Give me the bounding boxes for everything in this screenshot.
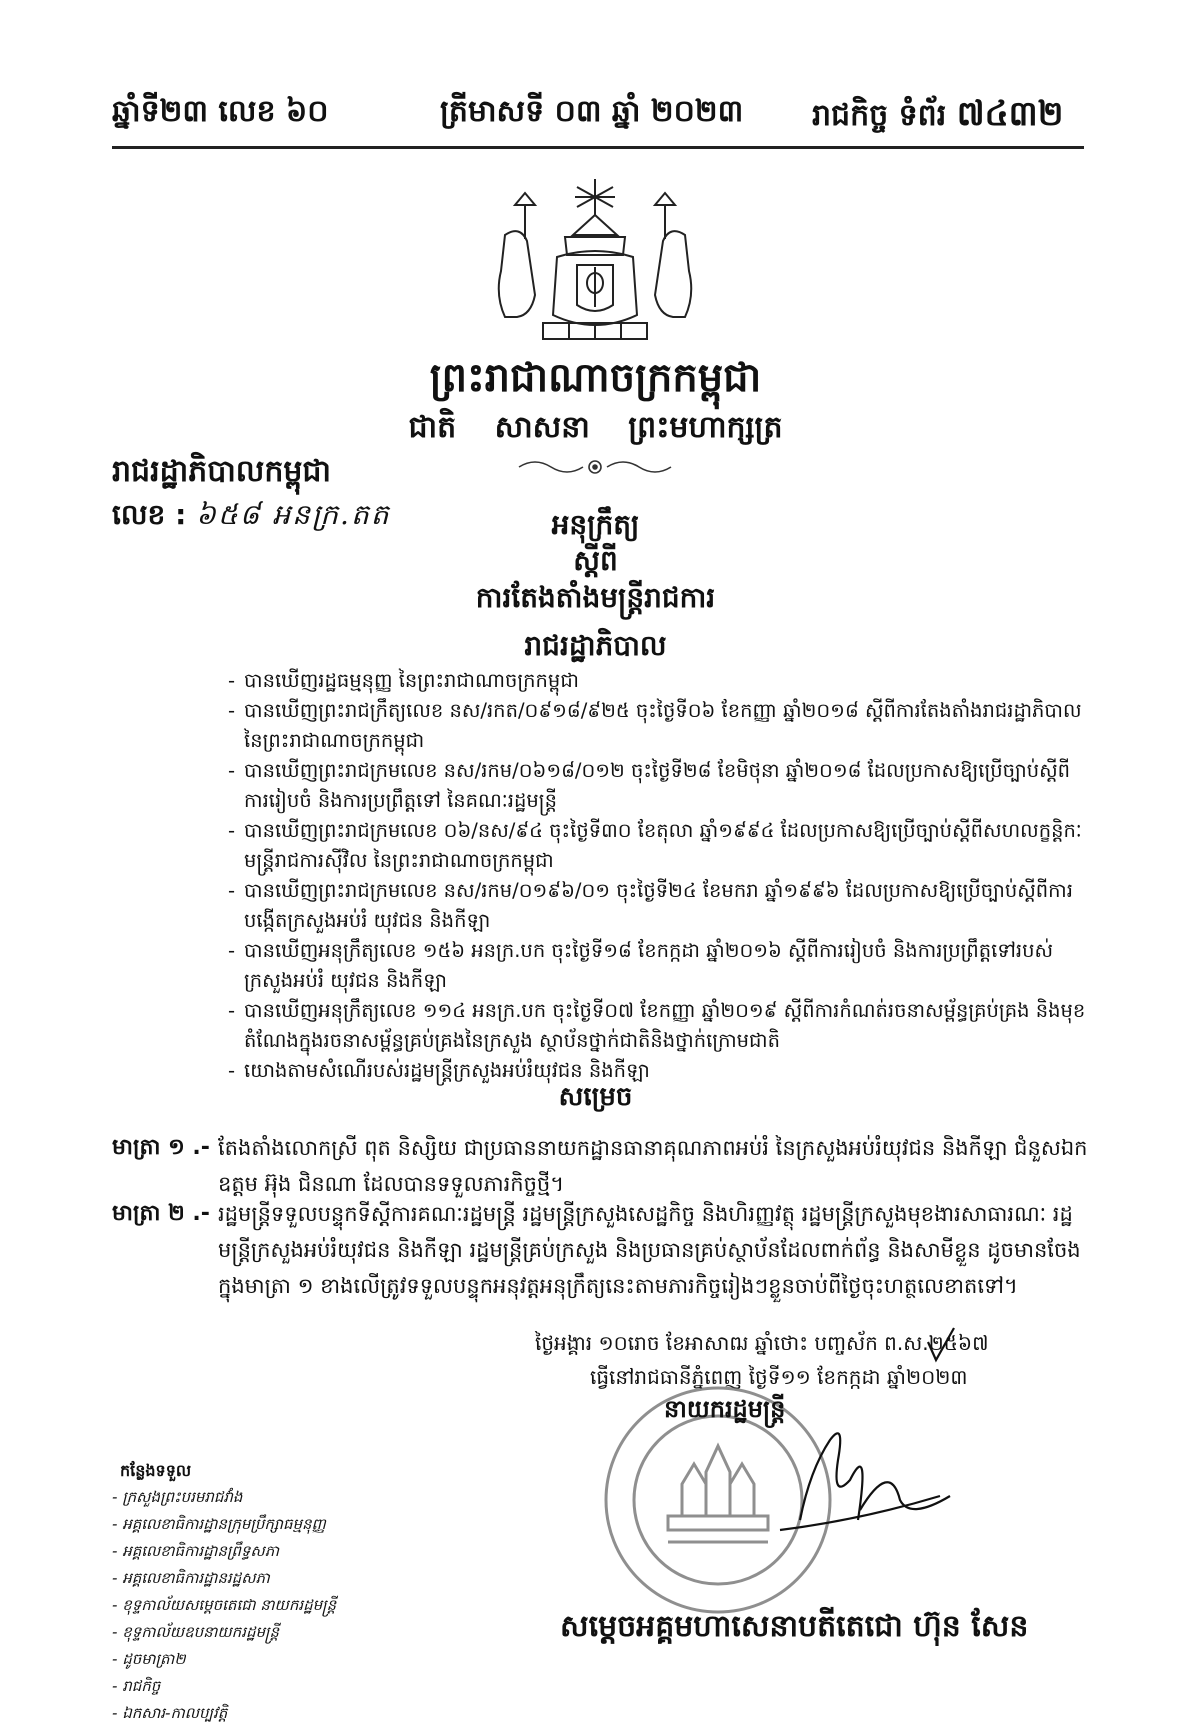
place-and-date: ធ្វើនៅរាជធានីភ្នំពេញ ថ្ងៃទី១១ ខែកក្កដា ឆ្នាំ២០២៣ [590,1365,968,1389]
recipient-item: - ឯកសារ-កាលប្បវត្តិ [112,1700,336,1727]
article-1 [112,1130,1088,1202]
recipients-list [112,1484,336,1727]
preamble-item: - បានឃើញព្រះរាជក្រឹត្យលេខ នស/រកត/០៩១៨/៩២៥ ចុះថ្ងៃទី០៦ ខែកញ្ញា ឆ្នាំ២០១៨ ស្តីពីការតែងតាំងរាជរដ្ឋាភិបាល នៃព្រះរាជាណាចក្រកម្ពុជា [228,696,1088,756]
recipient-item: - រាជកិច្ច [112,1673,336,1700]
national-motto [0,408,1191,452]
royal-coat-of-arms-icon [465,175,725,345]
article-2 [112,1196,1088,1304]
preamble-item: - យោងតាមសំណើរបស់រដ្ឋមន្ត្រីក្រសួងអប់រំយុវជន និងកីឡា [228,1056,1088,1086]
preamble-list [228,666,1088,1086]
document-subject: ការតែងតាំងមន្ត្រីរាជការ [475,581,716,614]
recipient-item: - ក្រសួងព្រះបរមរាជវាំង [112,1484,336,1511]
article-text: តែងតាំងលោកស្រី ពុត និស្សិយ ជាប្រធាននាយកដ្ឋានធានាគុណភាពអប់រំ នៃក្រសួងអប់រំយុវជន និងកីឡា ជំនួសឯកឧត្តម អ៊ុង ជិនណា ដែលបានទទួលភារកិច្ចថ្មី។ [218,1136,1088,1196]
kingdom-name: ព្រះរាជាណាចក្រកម្ពុជា [429,355,762,401]
article-label: មាត្រា ២ .- [112,1201,210,1226]
recipient-item: - អគ្គលេខាធិការដ្ឋានរដ្ឋសភា [112,1565,336,1592]
recipient-item: - ដូចមាត្រា២ [112,1646,336,1673]
issuer-name: រាជរដ្ឋាភិបាលកម្ពុជា [112,454,331,489]
article-text: រដ្ឋមន្ត្រីទទួលបន្ទុកទីស្តីការគណៈរដ្ឋមន្ត្រី រដ្ឋមន្ត្រីក្រសួងសេដ្ឋកិច្ច និងហិរញ្ញវត្ថុ រដ្ឋមន្ត្រីក្រសួងមុខងារសាធារណៈ រដ្ឋមន្ត្រីក្រសួងអប់រំយុវជន និងកីឡា រដ្ឋមន្ត្រីគ្រប់ក្រសួង និងប្រធានគ្រប់ស្ថាប័នដែលពាក់ព័ន្ធ និងសាមីខ្លួន ដូចមានចែងក្នុងមាត្រា ១ ខាងលើត្រូវទទួលបន្ទុកអនុវត្តអនុក្រឹត្យនេះតាមភារកិច្ចរៀងៗខ្លួនចាប់ពីថ្ងៃចុះហត្ថលេខាតទៅ។ [218,1202,1081,1298]
preamble-item: - បានឃើញរដ្ឋធម្មនុញ្ញ នៃព្រះរាជាណាចក្រកម្ពុជា [228,666,1088,696]
recipient-item: - អគ្គលេខាធិការដ្ឋានក្រុមប្រឹក្សាធម្មនុញ្ញ [112,1511,336,1538]
gazette-year-issue: ឆ្នាំទី២៣ លេខ ៦០ [112,94,329,129]
preamble-item: - បានឃើញអនុក្រឹត្យលេខ ១១៤ អនក្រ.បក ចុះថ្ងៃទី០៧ ខែកញ្ញា ឆ្នាំ២០១៩ ស្តីពីការកំណត់រចនាសម្ព័ន្ធគ្រប់គ្រង និងមុខតំណែងក្នុងរចនាសម្ព័ន្ធគ្រប់គ្រងនៃក្រសួង ស្ថាប័នថ្នាក់ជាតិនិងថ្នាក់ក្រោមជាតិ [228,996,1088,1056]
preamble-item: - បានឃើញព្រះរាជក្រមលេខ នស/រកម/០១៩៦/០១ ចុះថ្ងៃទី២៤ ខែមករា ឆ្នាំ១៩៩៦ ដែលប្រកាសឱ្យប្រើច្បាប់ស្តីពីការបង្កើតក្រសួងអប់រំ យុវជន និងកីឡា [228,876,1088,936]
motto-nation: ជាតិ [408,410,457,445]
document-authority: រាជរដ្ឋាភិបាល [524,629,667,662]
recipients-heading: កន្លែងទទួល [120,1461,192,1480]
signer-name: សម្តេចអគ្គមហាសេនាបតីតេជោ ហ៊ុន សែន [560,1609,1029,1644]
preamble-item: - បានឃើញអនុក្រឹត្យលេខ ១៥៦ អនក្រ.បក ចុះថ្ងៃទី១៨ ខែកក្កដា ឆ្នាំ២០១៦ ស្តីពីការរៀបចំ និងការប្រព្រឹត្តទៅរបស់ក្រសួងអប់រំ យុវជន និងកីឡា [228,936,1088,996]
recipient-item: - ខុទ្ទកាល័យឧបនាយករដ្ឋមន្ត្រី [112,1619,336,1646]
document-number-label: លេខ : [112,498,187,531]
motto-king: ព្រះមហាក្សត្រ [628,410,783,445]
preamble-item: - បានឃើញព្រះរាជក្រមលេខ ០៦/នស/៩៤ ចុះថ្ងៃទី៣០ ខែតុលា ឆ្នាំ១៩៩៤ ដែលប្រកាសឱ្យប្រើច្បាប់ស្តីពីសហលក្ខន្តិកៈមន្ត្រីរាជការស៊ីវិល នៃព្រះរាជាណាចក្រកម្ពុជា [228,816,1088,876]
signer-title: នាយករដ្ឋមន្ត្រី [664,1395,786,1423]
recipient-item: - ខុទ្ទកាល័យសម្តេចតេជោ នាយករដ្ឋមន្ត្រី [112,1592,336,1619]
gazette-page-prefix: រាជកិច្ច ទំព័រ [812,98,947,133]
recipient-item: - អគ្គលេខាធិការដ្ឋានព្រឹទ្ធសភា [112,1538,336,1565]
document-about: ស្តីពី [573,544,618,577]
preamble-item: - បានឃើញព្រះរាជក្រមលេខ នស/រកម/០៦១៨/០១២ ចុះថ្ងៃទី២៨ ខែមិថុនា ឆ្នាំ២០១៨ ដែលប្រកាសឱ្យប្រើច្បាប់ស្តីពីការរៀបចំ និងការប្រព្រឹត្តទៅ នៃគណៈរដ្ឋមន្ត្រី [228,756,1088,816]
handwritten-signature-icon [740,1320,960,1550]
gazette-page-number: ៧៤៣២ [956,94,1064,134]
decorative-divider-icon [515,455,675,479]
article-label: មាត្រា ១ .- [112,1135,210,1160]
document-number-value: ៦៥៨ អនក្រ.តត [196,498,391,531]
header-rule [112,146,1084,149]
motto-religion: សាសនា [494,410,590,445]
gazette-date: ត្រីមាសទី ០៣ ឆ្នាំ ២០២៣ [440,94,744,129]
document-type: អនុក្រឹត្យ [551,508,640,541]
lunar-date: ថ្ងៃអង្គារ ១០រោច ខែអាសាឍ ឆ្នាំថោះ បញ្ចស័ក ព.ស.២៥៦៧ [535,1331,989,1355]
gazette-page [812,92,1063,142]
decision-heading: សម្រេច [558,1082,633,1112]
